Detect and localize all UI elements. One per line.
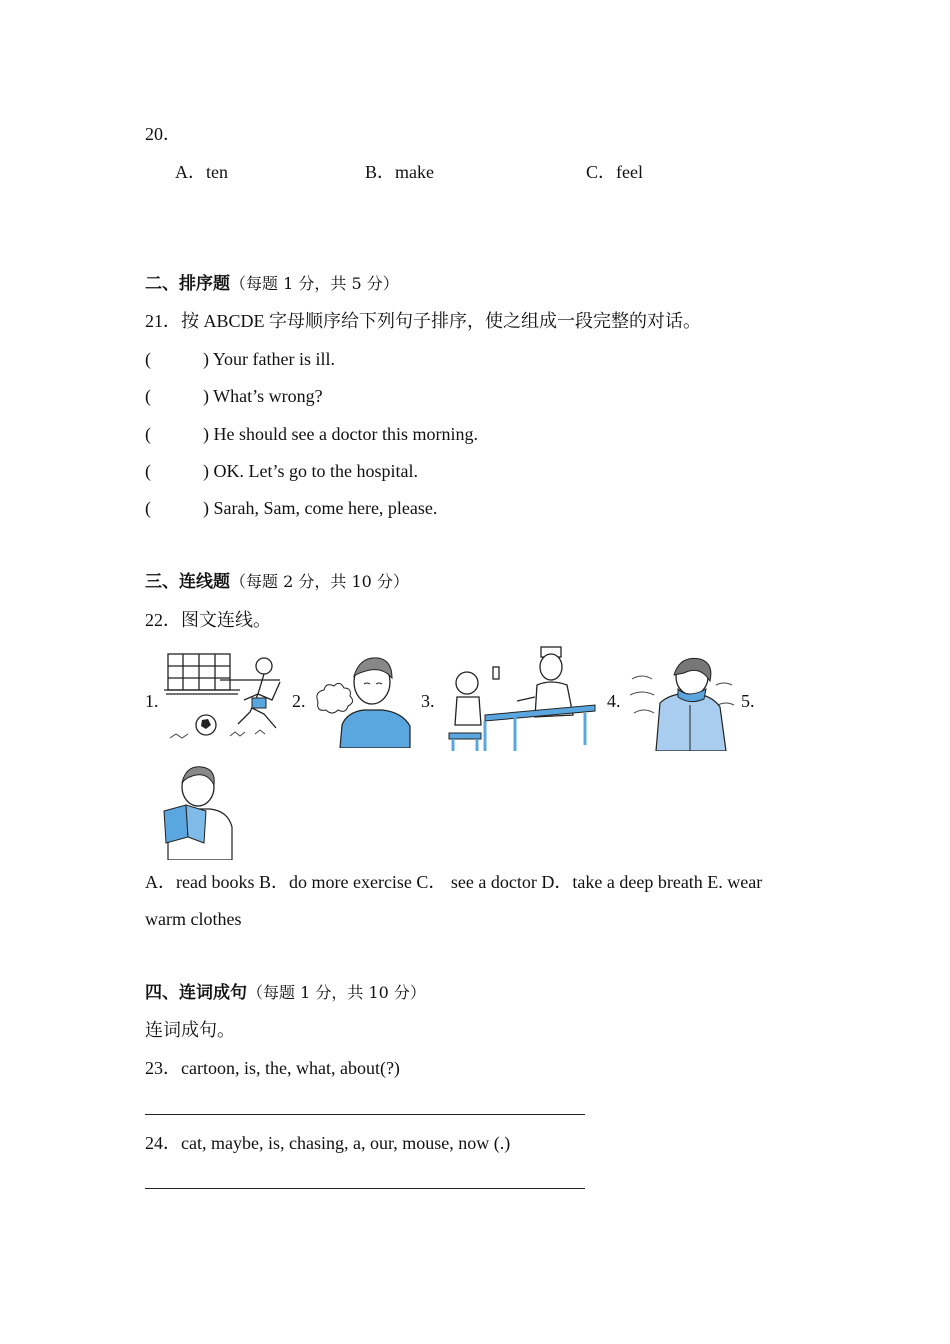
see-doctor-picture	[445, 645, 605, 753]
pic-label-2: 2.	[292, 691, 306, 711]
q20-number: 20．	[145, 124, 181, 144]
exercise-picture	[160, 650, 285, 745]
section3-title: 三、连线题	[145, 572, 230, 592]
q21-item: ( ) What’s wrong?	[145, 386, 323, 406]
answer-blank[interactable]: (	[145, 461, 151, 481]
section4-instruction: 连词成句。	[145, 1020, 235, 1040]
q21-item: ( ) Sarah, Sam, come here, please.	[145, 498, 438, 518]
pic-label-3: 3.	[421, 691, 435, 711]
pic-label-4: 4.	[607, 691, 621, 711]
warm-clothes-picture	[630, 655, 735, 751]
q20-option-c: C．feel	[586, 162, 643, 182]
section4-score: （每题 1 分，共 10 分）	[247, 983, 426, 1002]
section4-title: 四、连词成句	[145, 983, 247, 1003]
read-books-picture	[158, 765, 238, 860]
q21-item: ( ) OK. Let’s go to the hospital.	[145, 461, 418, 481]
answer-blank[interactable]: (	[145, 386, 151, 406]
section2-title: 二、排序题	[145, 274, 230, 294]
pic-label-1: 1.	[145, 691, 159, 711]
section3-score: （每题 2 分，共 10 分）	[230, 572, 409, 591]
q23-question: 23．cartoon, is, the, what, about(?)	[145, 1058, 400, 1078]
q21-item: ( ) He should see a doctor this morning.	[145, 424, 478, 444]
q20-option-b: B．make	[365, 162, 434, 182]
section2-heading	[145, 273, 399, 295]
answer-blank[interactable]: (	[145, 424, 151, 444]
q22-options-line1: A．read books B．do more exercise C． see a doctor D．take a deep breath E. wear	[145, 872, 763, 892]
pic-label-5: 5.	[741, 691, 755, 711]
section4-heading	[145, 982, 426, 1004]
section3-heading	[145, 571, 409, 593]
q22-options-line2: warm clothes	[145, 909, 242, 929]
q20-option-a: A．ten	[175, 162, 228, 182]
q22-question: 22．图文连线。	[145, 610, 271, 630]
answer-blank[interactable]: (	[145, 498, 151, 518]
q24-question: 24．cat, maybe, is, chasing, a, our, mouse, now (.)	[145, 1133, 511, 1153]
section2-score: （每题 1 分，共 5 分）	[230, 274, 399, 293]
q23-answer-line[interactable]	[145, 1114, 585, 1115]
q24-answer-line[interactable]	[145, 1188, 585, 1189]
q21-item: ( ) Your father is ill.	[145, 349, 335, 369]
answer-blank[interactable]: (	[145, 349, 151, 369]
deep-breath-picture	[312, 650, 417, 748]
q21-question: 21．按 ABCDE 字母顺序给下列句子排序，使之组成一段完整的对话。	[145, 311, 702, 331]
